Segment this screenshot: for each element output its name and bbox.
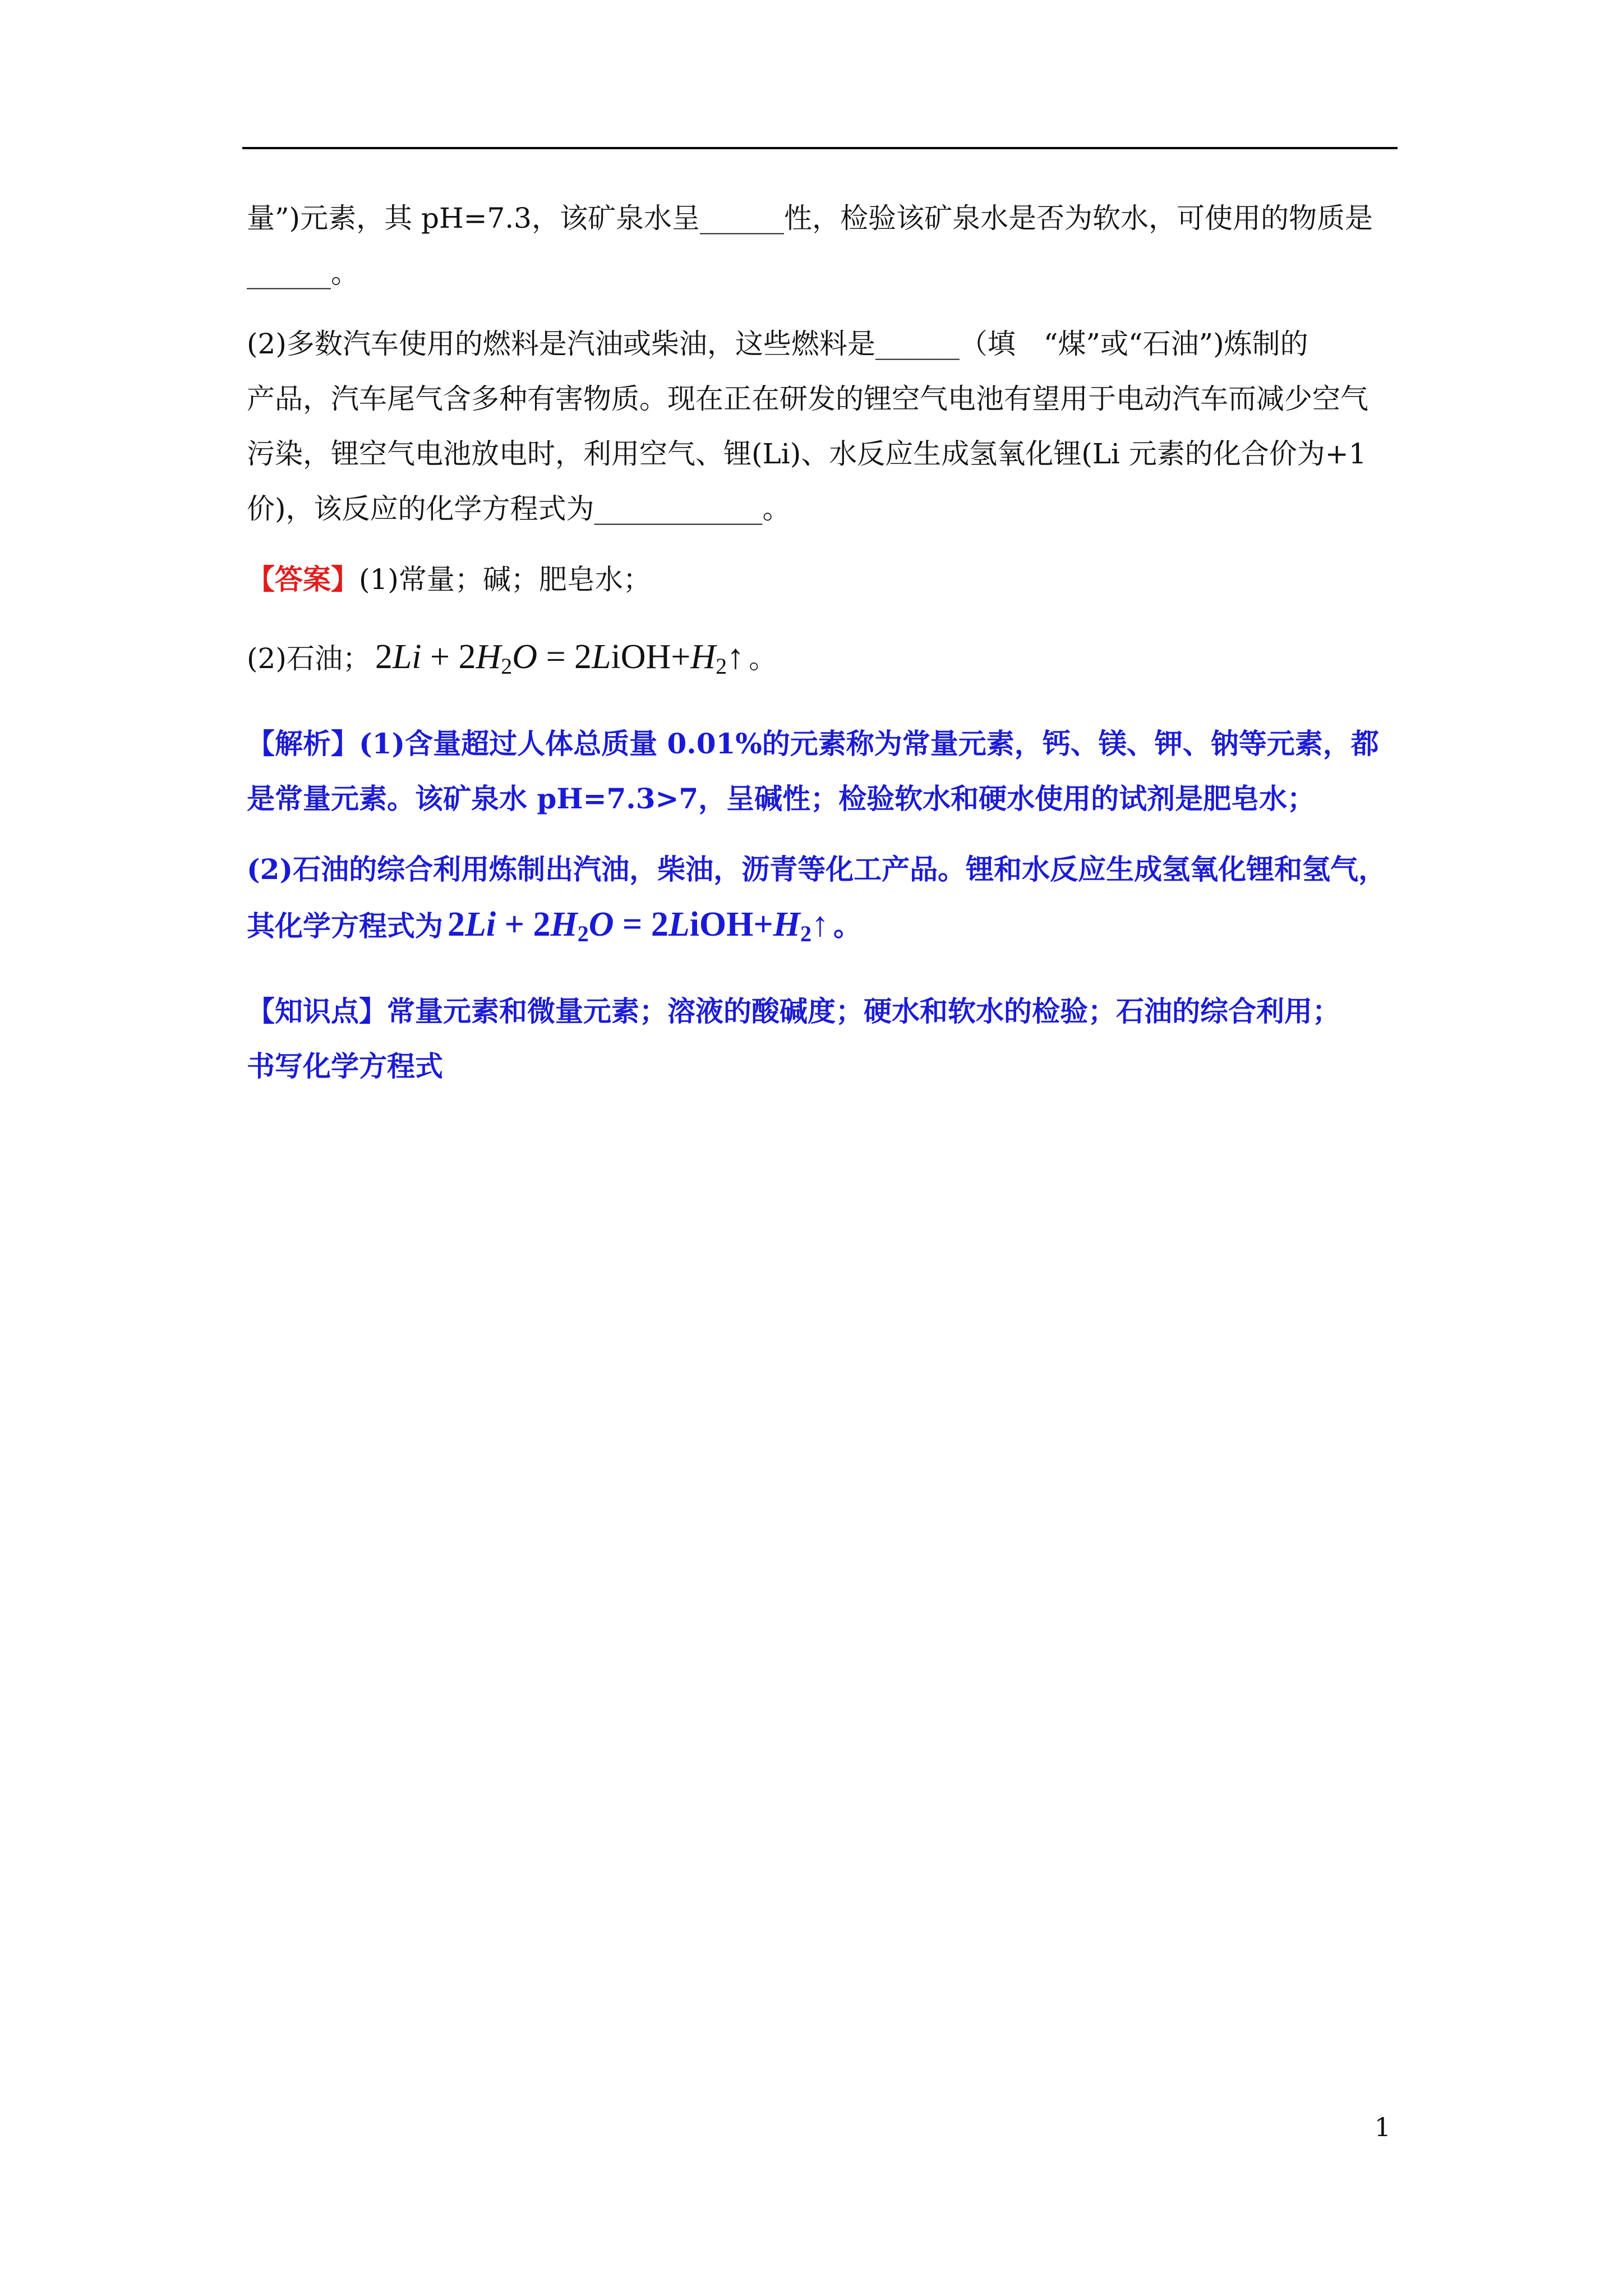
document-body [247, 191, 1396, 1094]
analysis-chemical-equation: $2Li + 2H_2O$ = $2LiOH+H_2↑$ [448, 905, 829, 946]
knowledge-label: 【知识点】 [247, 995, 387, 1028]
gas-arrow-icon: ↑ [811, 905, 829, 944]
knowledge-line-1 [247, 984, 1396, 1039]
answer-label: 【答案】 [247, 563, 359, 596]
question-2-text-line-3: 污染，锂空气电池放电时，利用空气、锂(Li)、水反应生成氢氧化锂(Li 元素的化合价为+1 [247, 438, 1367, 470]
header-rule [242, 147, 1398, 149]
answer-part-2-prefix: (2)石油； [247, 642, 371, 675]
gas-arrow-icon: ↑ [727, 638, 745, 676]
analysis-line-4 [247, 897, 1396, 961]
chemical-equation: $2Li + 2H_2O$ = $2LiOH+H_2↑$ [375, 638, 745, 679]
question-2-text-line-4: 价)，该反应的化学方程式为____________。 [247, 493, 791, 525]
question-1-text-line-1: 量”)元素，其 pH=7.3，该矿泉水呈______性，检验该矿泉水是否为软水，可使用的物质是 [247, 202, 1373, 234]
knowledge-line-2: 书写化学方程式 [247, 1050, 443, 1083]
answer-part-2 [247, 629, 1396, 694]
knowledge-line-1-text: 常量元素和微量元素；溶液的酸碱度；硬水和软水的检验；石油的综合利用； [387, 995, 1340, 1028]
question-2-text-line-2: 产品，汽车尾气含多种有害物质。现在正在研发的锂空气电池有望用于电动汽车而减少空气 [247, 383, 1368, 415]
analysis-line-3: (2)石油的综合利用炼制出汽油，柴油，沥青等化工产品。锂和水反应生成氢氧化锂和氢气， [247, 853, 1387, 886]
page-number: 1 [1374, 2112, 1391, 2142]
analysis-line-1-text: (1)含量超过人体总质量 0.01%的元素称为常量元素，钙、镁、钾、钠等元素，都 [359, 727, 1379, 760]
answer-part-1 [247, 552, 1396, 607]
answer-part-1-text: (1)常量；碱；肥皂水； [359, 563, 651, 596]
analysis-line-4-prefix: 其化学方程式为 [247, 909, 443, 942]
question-1-text-line-2: ______。 [247, 257, 359, 289]
analysis-line-2: 是常量元素。该矿泉水 pH=7.3>7，呈碱性；检验软水和硬水使用的试剂是肥皂水； [247, 782, 1316, 815]
answer-part-2-suffix: 。 [749, 642, 777, 675]
question-2-text-line-1: (2)多数汽车使用的燃料是汽油或柴油，这些燃料是______（填 “煤”或“石油”)炼制的 [247, 328, 1308, 360]
analysis-line-4-suffix: 。 [833, 909, 861, 942]
analysis-line-1 [247, 716, 1396, 771]
analysis-label: 【解析】 [247, 727, 359, 760]
